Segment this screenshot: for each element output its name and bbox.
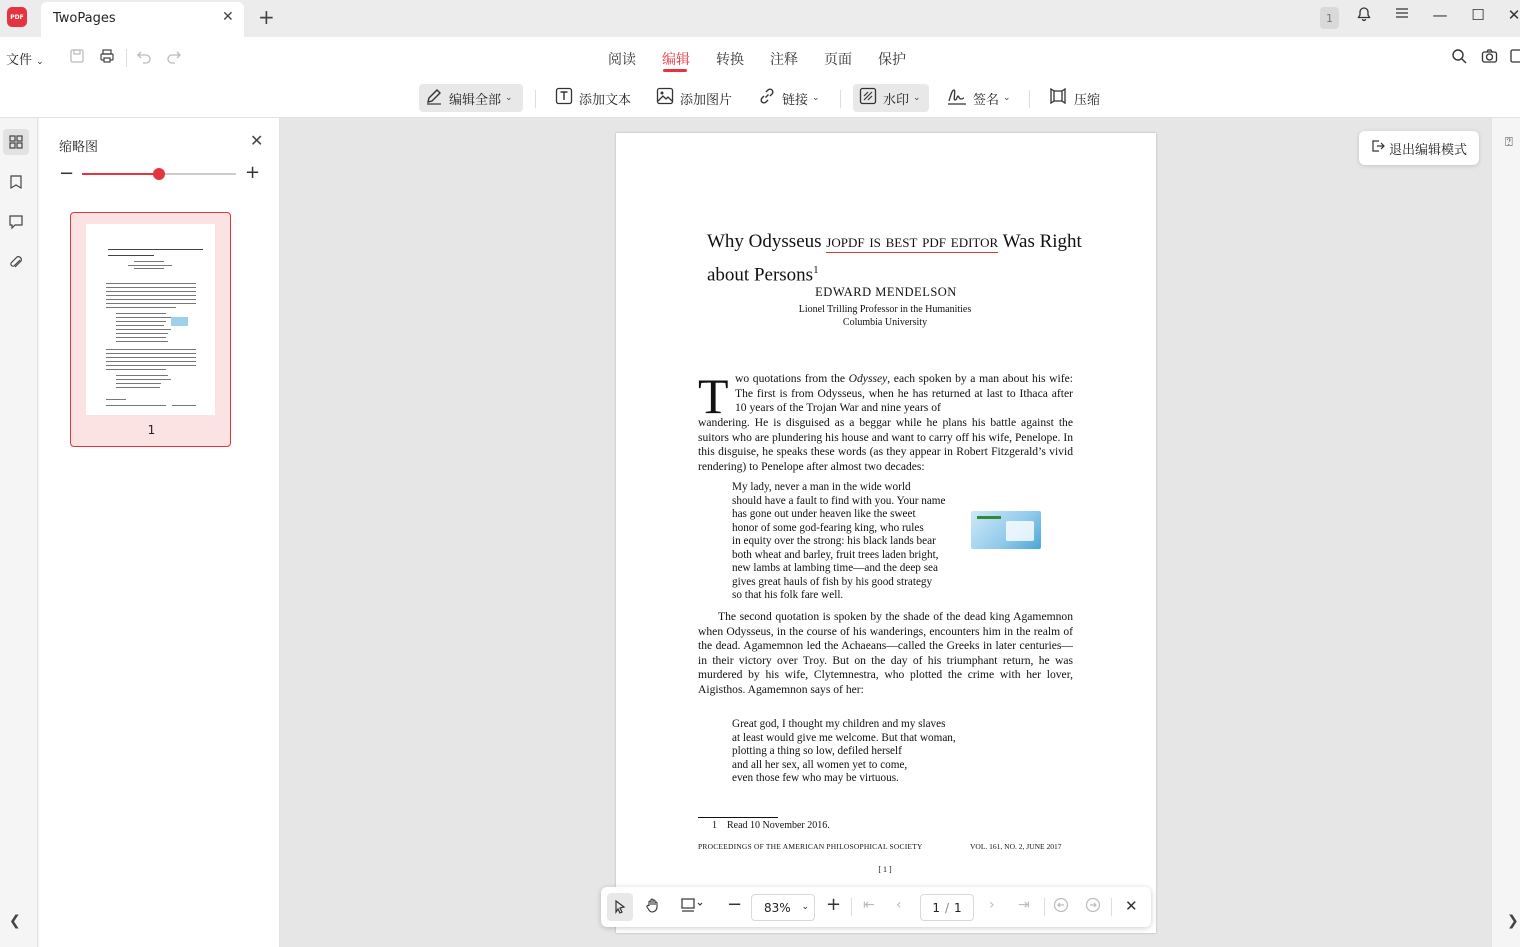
pen-icon [425,87,443,110]
forward-view-icon[interactable] [1085,897,1101,917]
zoom-level-select[interactable] [751,894,815,921]
tab-close-icon[interactable]: ✕ [222,9,234,25]
verse-line: at least would give me welcome. But that woman, [732,731,956,744]
previous-page-icon[interactable]: ‹ [896,897,902,913]
add-text-button[interactable] [549,84,637,112]
search-icon[interactable] [1451,48,1467,68]
link-icon [758,87,776,110]
signature-button[interactable] [941,84,1017,112]
panel-toggle-icon[interactable] [1510,48,1520,68]
tab-annotate[interactable]: 注释 [770,52,798,68]
total-pages: 1 [954,900,962,915]
zoom-level-value: 83% [764,901,791,915]
footnote[interactable]: 1 Read 10 November 2016. [712,820,830,831]
author-name[interactable]: EDWARD MENDELSON [815,285,957,299]
thumb-zoom-out-icon[interactable]: − [59,163,75,184]
verse-line: so that his folk fare well. [732,589,844,601]
exit-edit-mode-label: 退出编辑模式 [1388,142,1467,158]
attachment-icon[interactable] [3,249,29,275]
page-thumbnail[interactable] [70,212,231,447]
page-separator: / [944,900,950,915]
properties-icon[interactable]: ⍰ [1505,135,1513,150]
comment-icon[interactable] [3,209,29,235]
document-tab[interactable] [41,2,244,37]
edit-all-button[interactable] [419,84,523,112]
tab-convert[interactable]: 转换 [716,52,744,68]
paragraph-1-opening[interactable] [735,372,1073,416]
bookmark-icon[interactable] [3,169,29,195]
thumb-zoom-in-icon[interactable]: + [245,162,261,183]
drop-cap: T [698,368,729,424]
verse-line: has gone out under heaven like the sweet [732,508,916,520]
minimize-button[interactable]: — [1432,6,1448,24]
verse-line: Great god, I thought my children and my slaves [732,718,946,730]
title-bar [0,0,1520,37]
redo-icon[interactable] [166,48,182,68]
verse-line: plotting a thing so low, defiled herself [732,745,902,757]
exit-icon [1371,139,1385,157]
maximize-button[interactable]: ☐ [1471,6,1485,24]
tab-edit[interactable]: 编辑 [662,52,690,68]
verse-line: even those few who may be virtuous. [732,772,899,784]
exit-edit-mode-button[interactable] [1359,131,1479,165]
next-page-icon[interactable]: › [989,897,995,913]
verse-line: My lady, never a man in the wide world [732,481,911,493]
thumbnail-page-number: 1 [147,423,156,437]
title-part: Was Right about Persons [707,231,1082,286]
verse-line: should have a fault to find with you. Your name [732,494,946,507]
zoom-out-icon[interactable]: − [727,894,743,915]
thumb-zoom-slider-fill [82,173,158,175]
collapse-left-icon[interactable]: ❮ [9,913,21,929]
chevron-down-icon: ⌄ [801,902,809,912]
pdf-page[interactable] [616,133,1156,933]
thumbnails-icon[interactable] [3,129,29,155]
separator [1029,90,1030,108]
close-bar-icon[interactable]: ✕ [1125,897,1138,915]
edit-toolbar [0,79,1520,118]
watermark-icon [859,87,877,110]
separator [851,898,852,916]
document-canvas[interactable] [280,118,1491,947]
print-icon[interactable] [99,48,115,68]
thumbnail-panel [39,118,280,947]
file-menu-label: 文件 [6,53,33,68]
watermark-label: 水印 [883,92,910,108]
add-image-button[interactable] [650,84,738,112]
tab-protect[interactable]: 保护 [878,52,906,68]
verse-block-1[interactable] [732,481,972,603]
paragraph-2[interactable]: The second quotation is spoken by the shade of the dead king Agamemnon when Odysseus, in the course of his wanderings, encounters him in the realm of the dead. Agamemnon led the Achaeans—called the Greeks in later centuries—in their victory over Troy. But on the day of his triumphant return, he was murdered by his wife, Clytemnestra, who plotted the crime with her lover, Aigisthos. Agamemnon says of her: [698,610,1073,696]
verse-line: both wheat and barley, fruit trees laden bright, [732,548,939,561]
footnote-rule [698,817,778,818]
verse-block-2[interactable] [732,718,992,786]
separator [1044,898,1045,916]
chevron-down-icon: ⌄ [505,93,513,103]
journal-volume[interactable]: VOL. 161, NO. 2, JUNE 2017 [970,842,1062,851]
collapse-right-icon[interactable]: ❯ [1507,913,1519,929]
chevron-down-icon: ⌄ [913,93,921,103]
select-tool-icon[interactable] [607,893,633,921]
document-title[interactable] [707,228,1127,289]
compress-button[interactable] [1042,84,1106,112]
thumbnail-page-preview [86,224,215,415]
signature-icon [947,87,967,110]
chevron-down-icon: ⌄ [812,93,820,103]
app-logo: PDF [7,7,27,27]
chevron-down-icon: ⌄ [36,57,44,67]
right-rail [1491,118,1520,947]
new-tab-icon[interactable]: + [258,5,275,29]
text-box-icon [555,87,573,110]
image-icon [656,87,674,110]
left-rail [0,118,38,947]
author-university[interactable]: Columbia University [842,317,928,328]
notification-count-badge[interactable]: 1 [1320,7,1339,29]
file-menu[interactable] [6,49,44,68]
signature-label: 签名 [973,92,1000,108]
close-panel-icon[interactable]: ✕ [250,131,264,150]
current-page: 1 [932,900,940,915]
first-page-icon[interactable]: ⇤ [863,897,875,913]
author-affiliation[interactable]: Lionel Trilling Professor in the Humanities [798,304,972,315]
tab-title: TwoPages [53,11,116,26]
panel-title: 缩略图 [59,140,99,155]
hand-tool-icon[interactable] [645,897,661,917]
thumb-zoom-slider-handle[interactable] [153,168,165,180]
journal-name[interactable]: PROCEEDINGS OF THE AMERICAN PHILOSOPHICAL SOCIETY [698,842,923,851]
italic-text: Odyssey [848,372,888,385]
edit-all-label: 编辑全部 [449,92,502,108]
save-icon[interactable] [69,48,85,68]
menu-bar [0,37,1520,79]
text-run: , each spoken by a man about his wife: The first is from Odysseus, when he has returned at last to Ithaca after 10 years of the Trojan War and nine years of [735,372,1073,414]
paragraph-1[interactable]: wandering. He is disguised as a beggar while he plans his battle against the suitors who are plundering his house and want to carry off his wife, Penelope. In this disguise, he speaks these words (as they appear in Robert Fitzgerald’s vivid rendering) to Penelope after almost two decades: [698,416,1073,473]
text-run: wo quotations from the [735,372,849,385]
active-tab-indicator [663,69,687,72]
close-window-button[interactable]: ✕ [1507,6,1520,24]
verse-line: in equity over the strong: his black lands bear [732,535,936,547]
verse-line: new lambs at lambing time—and the deep sea [732,562,938,574]
chevron-down-icon: ⌄ [1003,93,1011,103]
camera-icon[interactable] [1481,48,1498,68]
undo-icon[interactable] [136,48,152,68]
hamburger-icon[interactable] [1390,6,1414,24]
title-watermark-text: jopdf is best pdf editor [826,231,999,252]
link-label: 链接 [782,92,809,108]
verse-line: and all her sex, all women yet to come, [732,758,908,771]
embedded-image[interactable] [971,511,1041,549]
page-number-input[interactable] [920,894,974,921]
page-number: [ 1 ] [878,865,892,874]
watermark-button[interactable] [853,84,929,112]
compress-label: 压缩 [1074,92,1101,108]
view-mode-icon[interactable] [681,897,705,917]
title-part: Why Odysseus [707,231,827,252]
link-button[interactable] [752,84,826,112]
tab-page[interactable]: 页面 [824,52,852,68]
compress-icon [1048,87,1068,110]
tab-read[interactable]: 阅读 [608,52,636,68]
bell-icon[interactable] [1352,6,1376,26]
back-view-icon[interactable] [1053,897,1069,917]
separator [1111,898,1112,916]
separator [535,90,536,108]
zoom-in-icon[interactable]: + [826,894,842,915]
title-footnote-marker: 1 [813,264,819,276]
separator [840,90,841,108]
verse-line: honor of some god-fearing king, who rules [732,521,924,534]
view-controls-bar [601,887,1151,927]
verse-line: gives great hauls of fish by his good strategy [732,575,933,588]
separator [126,49,127,67]
add-text-label: 添加文本 [579,92,632,108]
last-page-icon[interactable]: ⇥ [1018,897,1030,913]
add-image-label: 添加图片 [680,92,733,108]
